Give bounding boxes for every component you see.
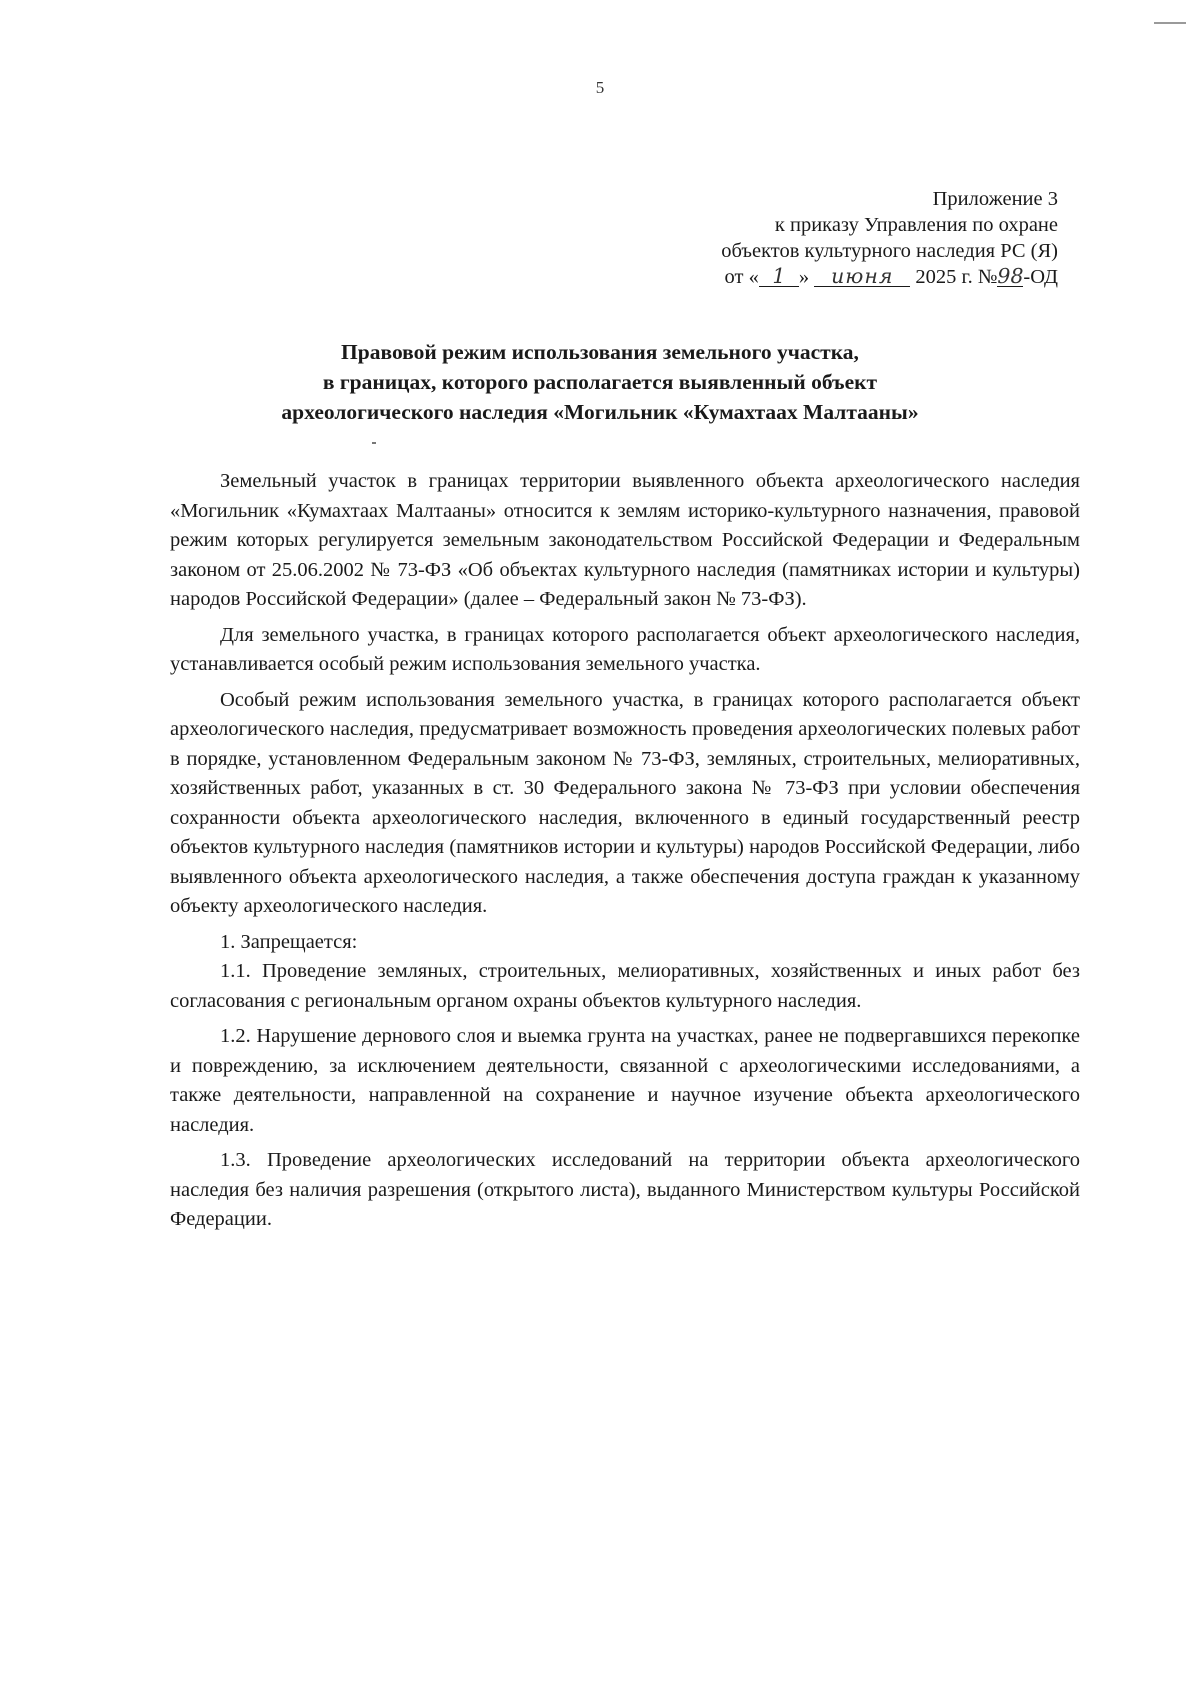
page-number: 5 [595, 78, 605, 97]
order-suffix: -ОД [1023, 266, 1058, 288]
document-body [170, 467, 1080, 1241]
appendix-authority: объектов культурного наследия РС (Я) [721, 240, 1058, 262]
paragraph-item-1-2: 1.2. Нарушение дернового слоя и выемка грунта на участках, ранее не подвергавшихся перекопке и повреждению, за исключением деятельности, связанной с археологическими исследованиями, а также деятельности, направленной на сохранение и научное изучение объекта археологического наследия. [170, 1025, 1080, 1136]
paragraph-item-1-1: 1.1. Проведение земляных, строительных, мелиоративных, хозяйственных и иных работ без согласования с региональным органом охраны объектов культурного наследия. [170, 960, 1080, 1012]
scan-margin-mark [1154, 22, 1186, 24]
handwritten-order-number: 98 [997, 264, 1024, 288]
appendix-order-ref: к приказу Управления по охране [774, 214, 1058, 236]
title-line-2: в границах, которого располагается выявленный объект [322, 370, 878, 394]
paragraph-regime-details: Особый режим использования земельного участка, в границах которого располагается объект археологического наследия, предусматривает возможность проведения археологических полевых работ в порядке, установленном Федеральным законом № 73-ФЗ, земляных, строительных, мелиоративных, хозяйственных работ, указанных в ст. 30 Федерального закона № 73-ФЗ при условии обеспечения сохранности объекта археологического наследия, включенного в единый государственный реестр объектов культурного наследия (памятников истории и культуры) народов Российской Федерации, либо выявленного объекта археологического наследия, а также обеспечения доступа граждан к указанному объекту археологического наследия. [170, 688, 1080, 917]
handwritten-day: 1 [759, 266, 799, 287]
document-title [150, 337, 1050, 427]
date-prefix: от « [724, 266, 759, 288]
date-mid: » [798, 266, 810, 288]
title-line-3: археологического наследия «Могильник «Кумахтаах Малтааны» [281, 400, 919, 424]
date-year: 2025 г. № [915, 266, 998, 288]
handwritten-month: июня [814, 266, 910, 287]
paragraph-land-plot: Земельный участок в границах территории выявленного объекта археологического наследия «Могильник «Кумахтаах Малтааны» относится к землям историко-культурного назначения, правовой режим которых регулируется земельным законодательством Российской Федерации и Федеральным законом от 25.06.2002 № 73-ФЗ «Об объектах культурного наследия (памятниках истории и культуры) народов Российской Федерации» (далее – Федеральный закон № 73-ФЗ). [170, 470, 1080, 610]
scan-artifact-dot [372, 442, 376, 444]
paragraph-prohibited-heading: 1. Запрещается: [220, 930, 358, 953]
appendix-label: Приложение 3 [932, 188, 1058, 210]
appendix-block [721, 186, 1058, 290]
paragraph-item-1-3: 1.3. Проведение археологических исследований на территории объекта археологического наследия без наличия разрешения (открытого листа), выданного Министерством культуры Российской Федерации. [170, 1149, 1080, 1230]
appendix-date-line [721, 264, 1058, 290]
paragraph-special-regime: Для земельного участка, в границах которого располагается объект археологического наследия, устанавливается особый режим использования земельного участка. [170, 623, 1080, 675]
title-line-1: Правовой режим использования земельного участка, [341, 340, 859, 364]
